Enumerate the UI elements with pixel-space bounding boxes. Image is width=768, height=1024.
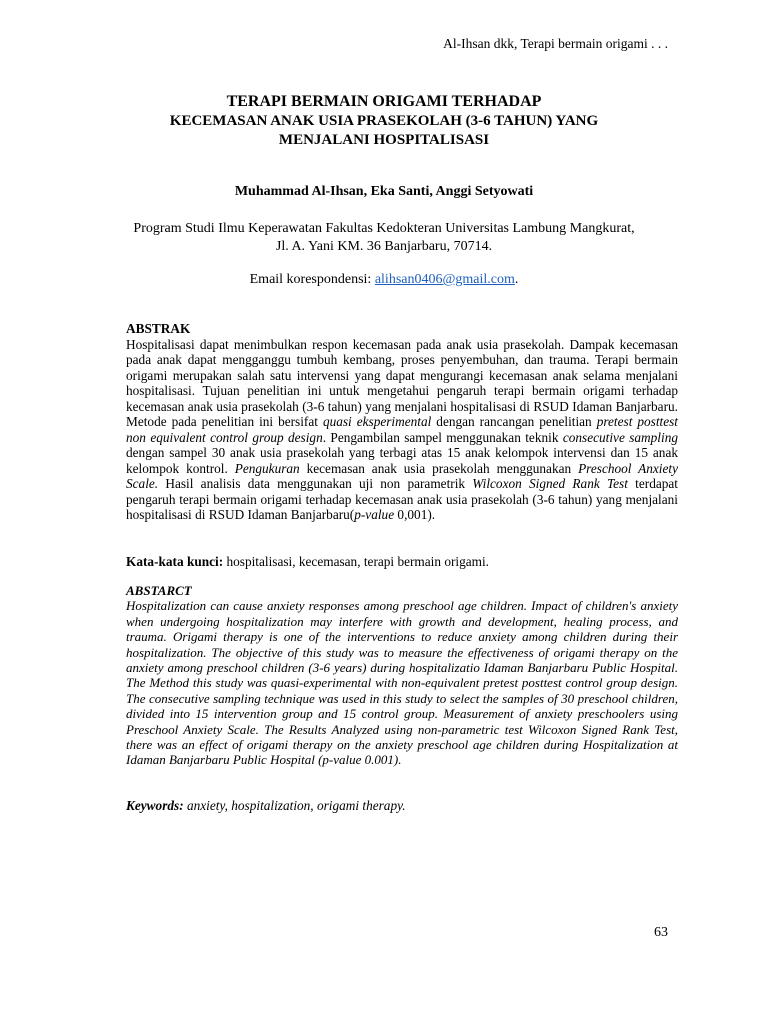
email-suffix: . xyxy=(514,272,519,287)
running-head: Al-Ihsan dkk, Terapi bermain origami . . . xyxy=(443,36,668,51)
email-link[interactable]: alihsan0406@gmail.com xyxy=(374,272,515,287)
abstrak-italic: p-value xyxy=(354,507,395,522)
kata-kunci-text: hospitalisasi, kecemasan, terapi bermain origami. xyxy=(223,554,490,569)
abstract-en-section xyxy=(126,583,678,768)
abstrak-italic: consecutive sampling xyxy=(562,429,678,445)
title-line-3: MENJALANI HOSPITALISASI xyxy=(278,132,490,148)
abstrak-text: dengan sampel 30 anak usia prasekolah yang terbagi atas 15 anak kelompok intervensi dan 15 anak kelompok kontrol. xyxy=(126,445,678,476)
abstrak-text: . Pengambilan sampel menggunakan teknik xyxy=(322,429,563,445)
abstrak-text: kecemasan anak usia prasekolah menggunakan xyxy=(299,460,579,476)
affiliation xyxy=(100,220,668,256)
abstract-en-heading: ABSTARCT xyxy=(126,583,192,598)
abstrak-text: Hospitalisasi dapat menimbulkan respon kecemasan pada anak usia prasekolah. Dampak kecemasan pada anak dapat mengganggu tumbuh kembang, proses penyembuhan, dan trauma. Terapi bermain origami merupakan salah satu intervensi yang dapat mengurangi kecemasan anak selama menjalani hospitalisasi. Tujuan penelitian ini untuk mengetahui pengaruh terapi bermain origami terhadap kecemasan anak usia prasekolah (3-6 tahun) yang menjalani hospitalisasi di RSUD Idaman Banjarbaru. Metode pada penelitian ini bersifat xyxy=(126,336,678,429)
kata-kunci xyxy=(126,554,678,570)
paper-title xyxy=(100,92,668,150)
abstrak-heading: ABSTRAK xyxy=(126,321,191,336)
authors: Muhammad Al-Ihsan, Eka Santi, Anggi Setyowati xyxy=(234,184,534,199)
correspondence-email xyxy=(100,272,668,288)
abstrak-text: dengan rancangan penelitian xyxy=(431,414,597,429)
abstrak-italic: Pengukuran xyxy=(234,460,300,476)
abstrak-text: Hasil analisis data menggunakan uji non parametrik xyxy=(158,476,473,491)
keywords-en-label: Keywords: xyxy=(126,798,184,813)
affiliation-line-1: Program Studi Ilmu Keperawatan Fakultas Kedokteran Universitas Lambung Mangkurat, xyxy=(133,221,635,236)
abstrak-italic: pretest posttest non equivalent control group design xyxy=(126,414,678,445)
abstrak-text: terdapat pengaruh terapi bermain origami terhadap kecemasan anak usia prasekolah (3-6 tahun) yang menjalani hospitalisasi di RSUD Idaman Banjarbaru( xyxy=(126,476,678,522)
abstrak-text: 0,001). xyxy=(394,507,436,522)
title-line-2: KECEMASAN ANAK USIA PRASEKOLAH (3-6 TAHUN) YANG xyxy=(169,113,599,129)
keywords-en-text: anxiety, hospitalization, origami therapy. xyxy=(183,798,406,813)
abstrak-italic: Wilcoxon Signed Rank Test xyxy=(472,476,628,491)
abstrak-italic: quasi eksperimental xyxy=(322,414,432,429)
abstrak-italic: Preschool Anxiety Scale. xyxy=(126,460,678,491)
page-number: 63 xyxy=(654,925,668,940)
email-label: Email korespondensi: xyxy=(249,272,375,287)
abstrak-section xyxy=(126,321,678,523)
keywords-en xyxy=(126,798,678,814)
title-line-1: TERAPI BERMAIN ORIGAMI TERHADAP xyxy=(226,93,542,110)
abstract-en-body: Hospitalization can cause anxiety responses among preschool age children. Impact of children's anxiety when undergoing hospitalization may interfere with growth and development, healing process, and trauma. Origami therapy is one of the interventions to reduce anxiety among children during their hospitalization. The objective of this study was to measure the effectiveness of origami therapy on the anxiety among preschool children (3-6 years) during hospitalizatio Idaman Banjarbaru Public Hospital. The Method this study was quasi-experimental with non-equivalent pretest posttest control group design. The consecutive sampling technique was used in this study to select the samples of 30 preschool children, divided into 15 intervention group and 15 control group. Measurement of anxiety preschoolers using Preschool Anxiety Scale. The Results Analyzed using non-parametric test Wilcoxon Signed Rank Test, there was an effect of origami therapy on the anxiety preschool age children during Hospitalization at Idaman Banjarbaru Public Hospital (p-value 0.001). xyxy=(126,598,678,768)
affiliation-line-2: Jl. A. Yani KM. 36 Banjarbaru, 70714. xyxy=(275,239,493,254)
kata-kunci-label: Kata-kata kunci: xyxy=(126,554,224,569)
abstrak-body xyxy=(126,337,678,523)
